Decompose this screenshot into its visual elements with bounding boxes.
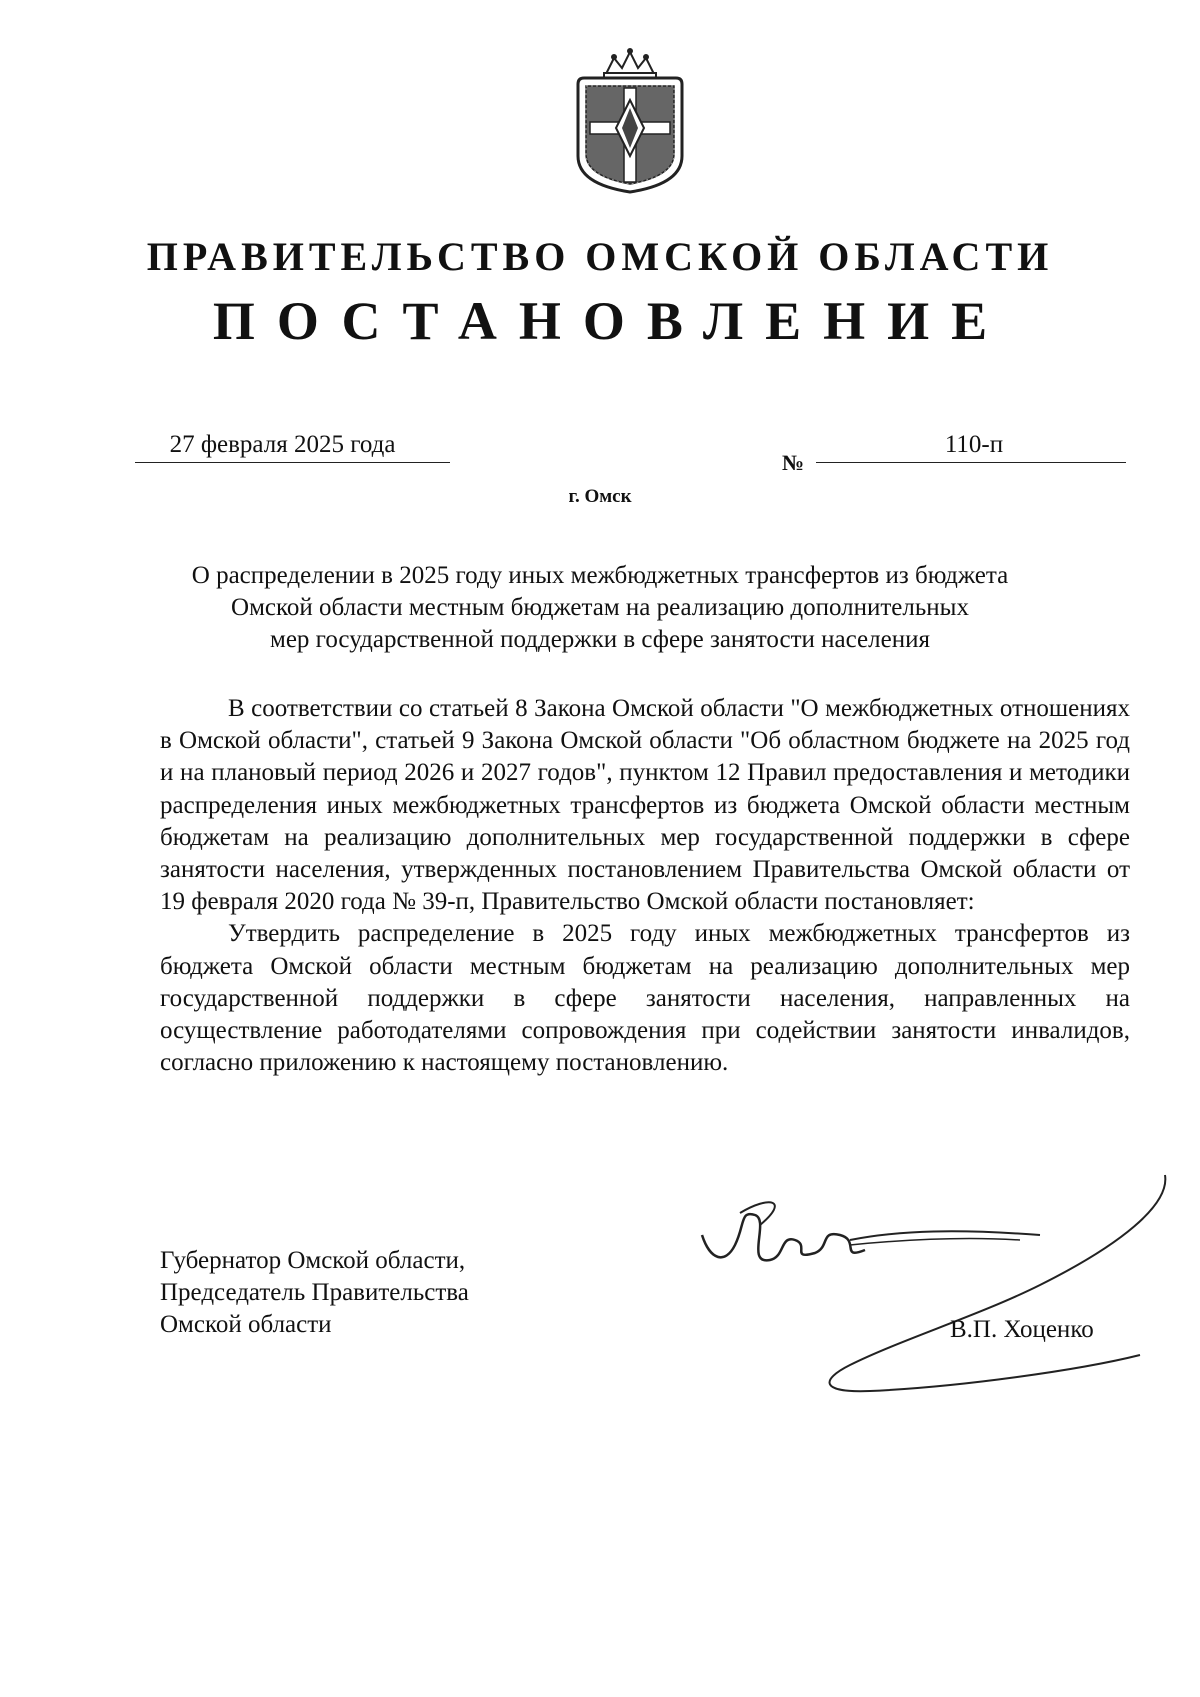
body-paragraph: В соответствии со статьей 8 Закона Омской области "О межбюджетных отношениях в Омской области", статьей 9 Закона Омской области "Об областном бюджете на 2025 год и на плановый период 2026 и 2027 годов", пунктом 12 Правил предоставления и методики распределения иных межбюджетных трансфертов из бюджета Омской области местным бюджетам на реализацию дополнительных мер государственной поддержки в сфере занятости населения, утвержденных постановлением Правительства Омской области от 19 февраля 2020 года № 39-п, Правительство Омской области постановляет: [160, 695, 1130, 916]
document-type-heading: ПОСТАНОВЛЕНИЕ [212, 291, 1010, 351]
document-date [135, 430, 450, 463]
coat-of-arms-icon [568, 44, 692, 194]
signatory-title-line: Председатель Правительства [160, 1279, 469, 1306]
subject-line: Омской области местным бюджетам на реализацию дополнительных [231, 594, 969, 621]
document-date-text: 27 февраля 2025 года [169, 431, 396, 458]
signatory-title-line: Омской области [160, 1311, 332, 1338]
subject-line: мер государственной поддержки в сфере занятости населения [270, 626, 930, 653]
subject-line: О распределении в 2025 году иных межбюджетных трансфертов из бюджета [191, 562, 1009, 589]
signatory-title-line: Губернатор Омской области, [160, 1247, 466, 1274]
handwritten-signature [700, 1165, 1180, 1395]
number-label: № [782, 450, 805, 475]
document-number-text: 110-п [944, 431, 1004, 458]
signatory-name: В.П. Хоценко [950, 1316, 1094, 1343]
document-subject [160, 560, 1040, 656]
document-body [160, 693, 1130, 1079]
government-name: ПРАВИТЕЛЬСТВО ОМСКОЙ ОБЛАСТИ [146, 234, 1054, 279]
signatory-title [160, 1245, 469, 1341]
city: г. Омск [568, 486, 632, 507]
body-paragraph: Утвердить распределение в 2025 году иных межбюджетных трансфертов из бюджета Омской области местным бюджетам на реализацию дополнительных мер государственной поддержки в сфере занятости населения, направленных на осуществление работодателями сопровождения при содействии занятости инвалидов, согласно приложению к настоящему постановлению. [160, 920, 1130, 1077]
document-number [816, 430, 1126, 463]
